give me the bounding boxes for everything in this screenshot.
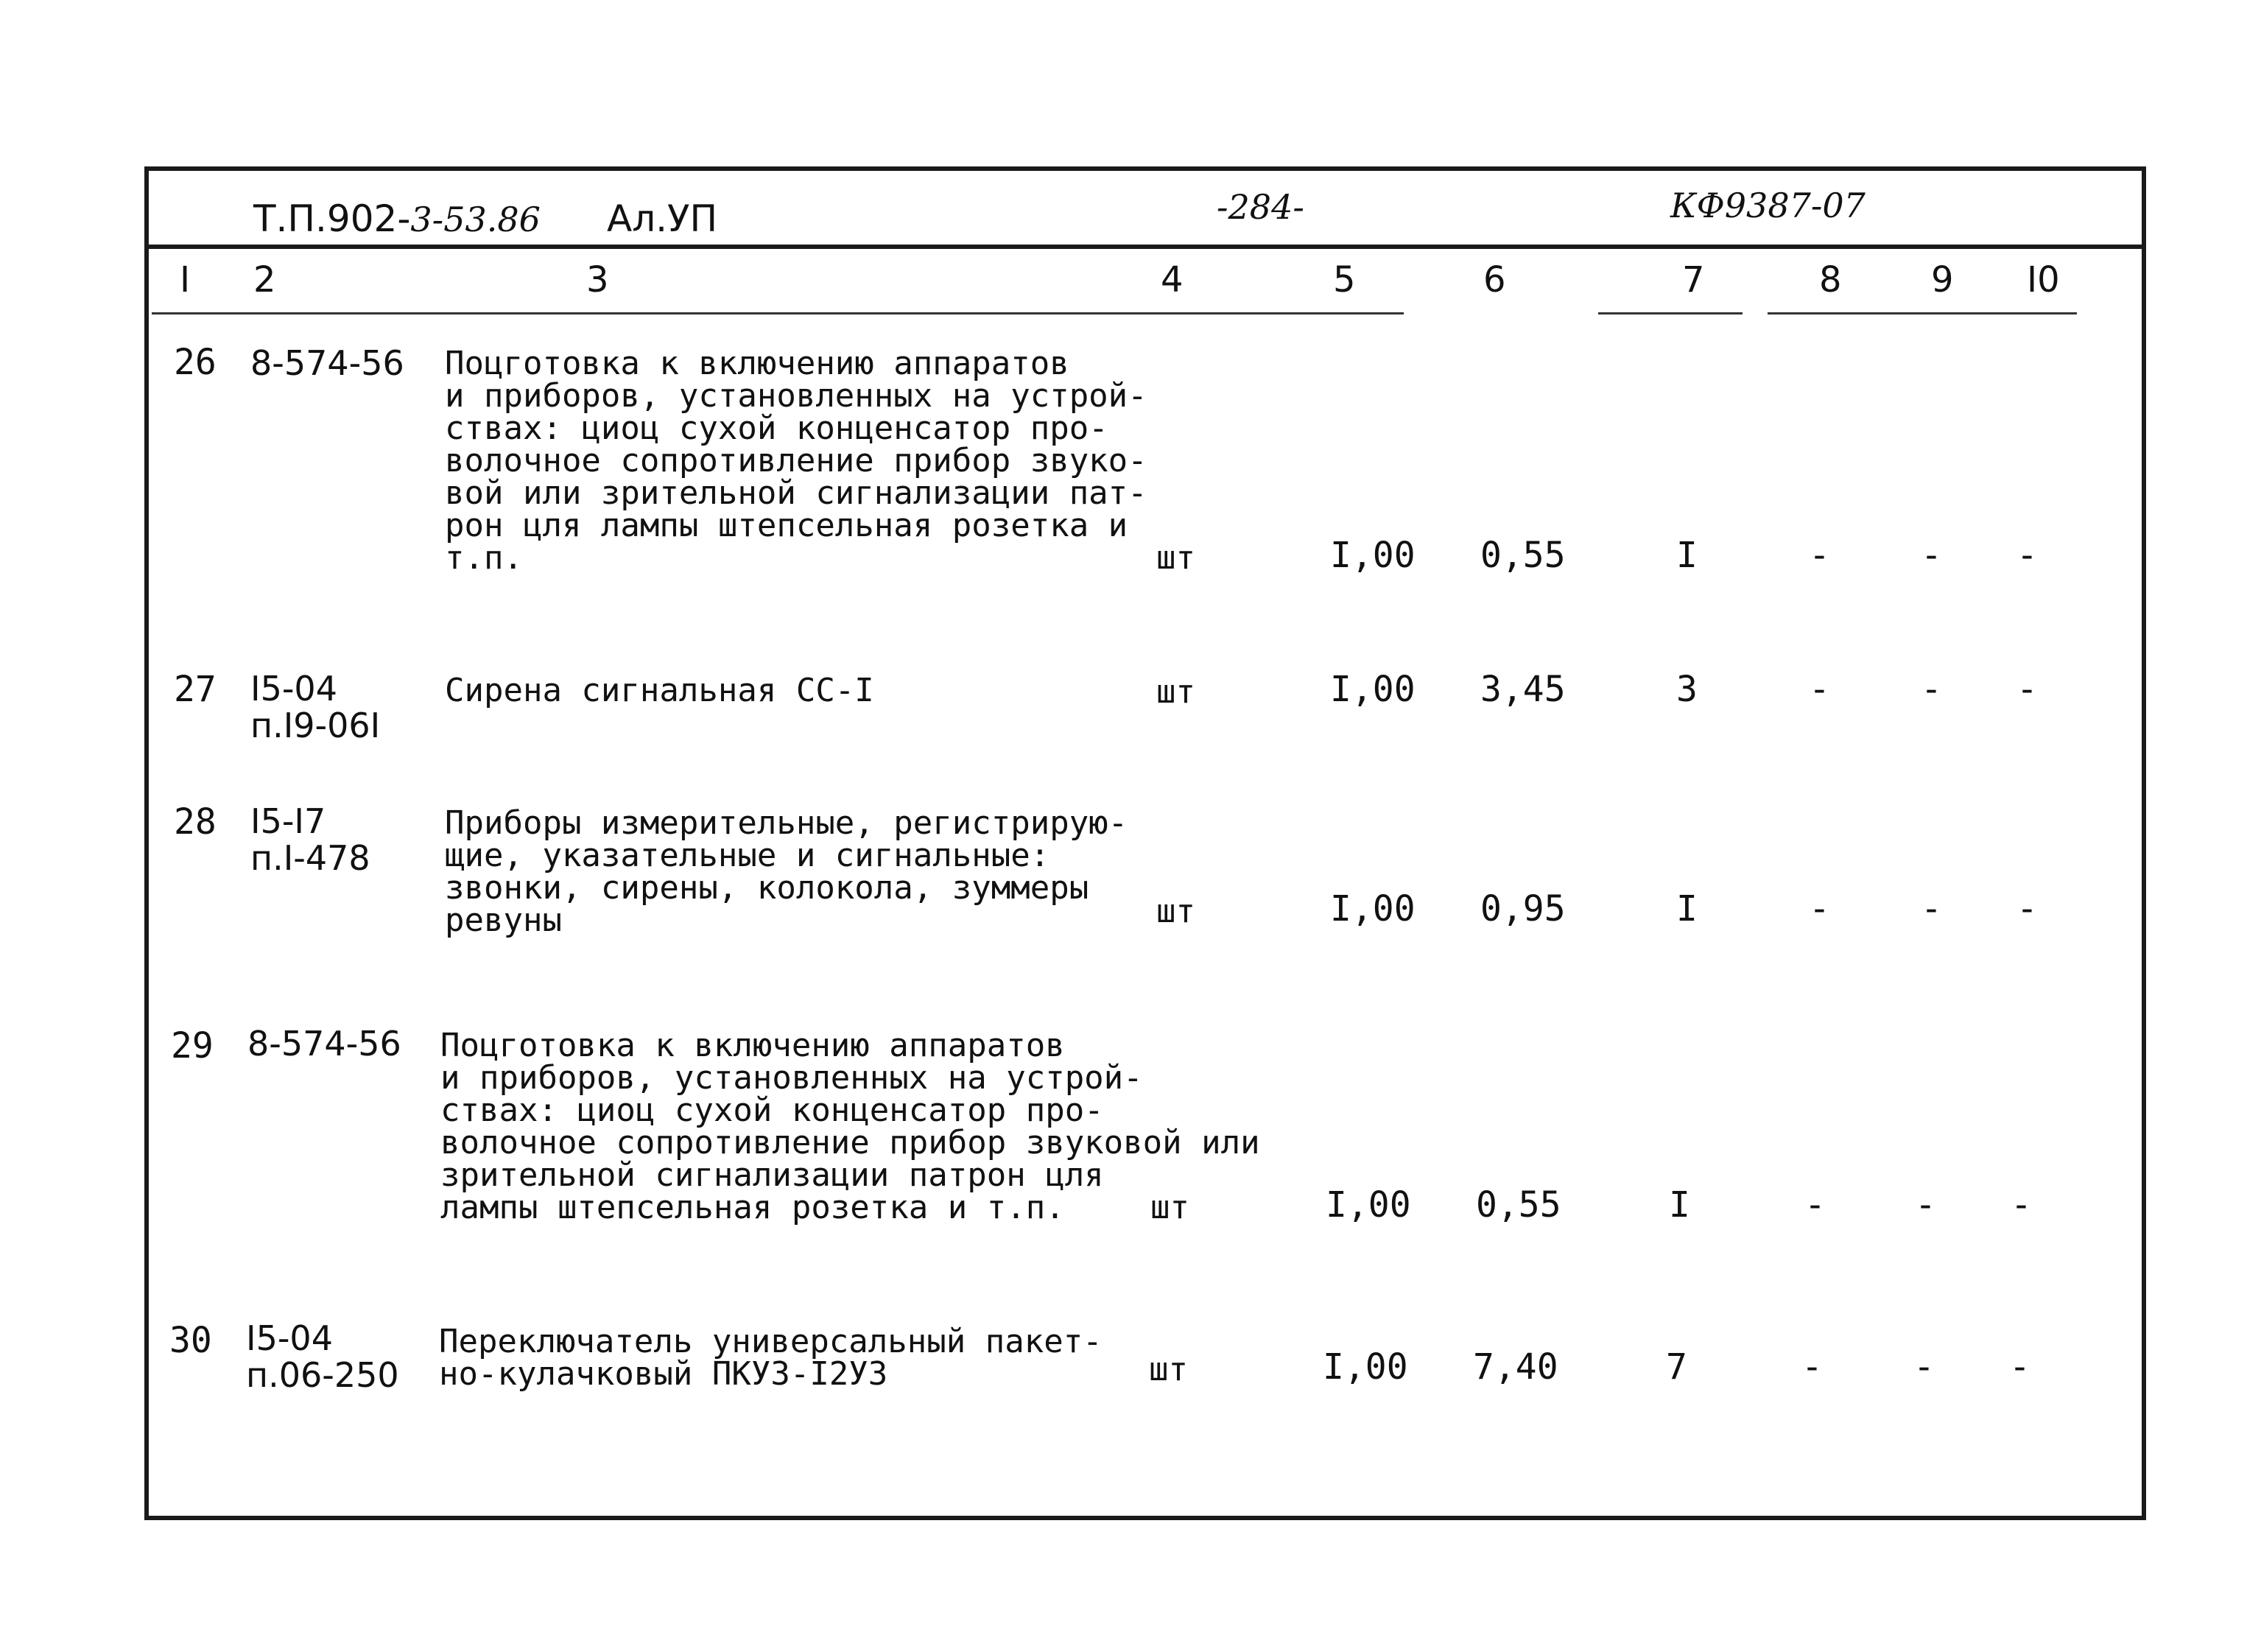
header-divider: [144, 245, 2146, 249]
column-header-underline: [1768, 312, 2077, 314]
norm-value: 7,40: [1473, 1346, 1558, 1388]
unit: шт: [1156, 893, 1195, 930]
col8-value: -: [1809, 535, 1830, 576]
col-header-4: 4: [1161, 259, 1184, 300]
norm-code: 8-574-56: [250, 343, 404, 383]
col-header-6: 6: [1483, 259, 1506, 300]
quantity: I,00: [1326, 1184, 1411, 1226]
quantity: I,00: [1330, 535, 1416, 576]
col7-value: 3: [1676, 669, 1698, 710]
norm-value: 0,95: [1480, 888, 1566, 929]
work-description: Поцготовка к включению аппаратов и приборов, установленных на устрой- ствах: циоц сухой конценсатор про- волочное сопротивление прибор звуковой или зрительной сигнализации патрон цля лампы штепсельная розетка и т.п.: [440, 1027, 1260, 1226]
col10-value: -: [2016, 669, 2038, 710]
norm-code: I5-04 п.06-250: [246, 1318, 399, 1395]
doc-code-typed: Т.П.902-: [253, 197, 411, 240]
unit: шт: [1150, 1189, 1189, 1226]
col-header-7: 7: [1682, 259, 1705, 300]
row-number: 30: [169, 1320, 212, 1361]
row-number: 29: [171, 1025, 214, 1066]
col7-value: I: [1669, 1184, 1690, 1226]
col-header-10: I0: [2027, 259, 2060, 300]
col7-value: I: [1676, 535, 1698, 576]
norm-value: 3,45: [1480, 669, 1566, 710]
page-number: -284-: [1217, 187, 1304, 227]
archive-code: КФ9387-07: [1670, 186, 1866, 225]
col8-value: -: [1801, 1346, 1823, 1388]
col10-value: -: [2009, 1346, 2030, 1388]
col8-value: -: [1809, 888, 1830, 929]
col10-value: -: [2016, 535, 2038, 576]
col-header-2: 2: [253, 259, 276, 300]
quantity: I,00: [1323, 1346, 1408, 1388]
col9-value: -: [1921, 535, 1942, 576]
col-header-1: I: [180, 259, 191, 300]
doc-code: [253, 197, 541, 240]
unit: шт: [1156, 539, 1195, 577]
album-label: Ал.УП: [607, 197, 718, 240]
row-number: 28: [174, 801, 217, 843]
norm-code: I5-04 п.I9-06I: [250, 669, 381, 745]
col-header-9: 9: [1931, 259, 1954, 300]
col10-value: -: [2011, 1184, 2032, 1226]
col8-value: -: [1809, 669, 1830, 710]
norm-value: 0,55: [1480, 535, 1566, 576]
norm-value: 0,55: [1476, 1184, 1561, 1226]
norm-code: I5-I7 п.I-478: [250, 801, 370, 878]
col-header-8: 8: [1819, 259, 1842, 300]
quantity: I,00: [1330, 669, 1416, 710]
col7-value: I: [1676, 888, 1698, 929]
doc-code-handwritten: 3-53.86: [410, 200, 541, 239]
col9-value: -: [1913, 1346, 1935, 1388]
unit: шт: [1149, 1351, 1188, 1388]
col7-value: 7: [1666, 1346, 1687, 1388]
row-number: 26: [174, 342, 217, 383]
col9-value: -: [1921, 669, 1942, 710]
col-header-3: 3: [586, 259, 609, 300]
col8-value: -: [1804, 1184, 1826, 1226]
quantity: I,00: [1330, 888, 1416, 929]
work-description: Переключатель универсальный пакет- но-кулачковый ПКУЗ-I2УЗ: [439, 1323, 1103, 1393]
row-number: 27: [174, 669, 217, 710]
col10-value: -: [2016, 888, 2038, 929]
col9-value: -: [1915, 1184, 1936, 1226]
column-header-underline: [1598, 312, 1743, 314]
col9-value: -: [1921, 888, 1942, 929]
work-description: Приборы измерительные, регистрирую- щие, указательные и сигнальные: звонки, сирены, колокола, зуммеры ревуны: [445, 804, 1128, 939]
unit: шт: [1156, 673, 1195, 711]
col-header-5: 5: [1333, 259, 1356, 300]
work-description: Сирена сигнальная СС-I: [445, 672, 874, 709]
work-description: Поцготовка к включению аппаратов и приборов, установленных на устрой- ствах: циоц сухой конценсатор про- волочное сопротивление прибор звуко- вой или зрительной сигнализации пат- рон цля лампы штепсельная розетка и т.п.: [445, 345, 1147, 577]
column-header-underline: [152, 312, 1404, 314]
norm-code: 8-574-56: [247, 1024, 401, 1064]
